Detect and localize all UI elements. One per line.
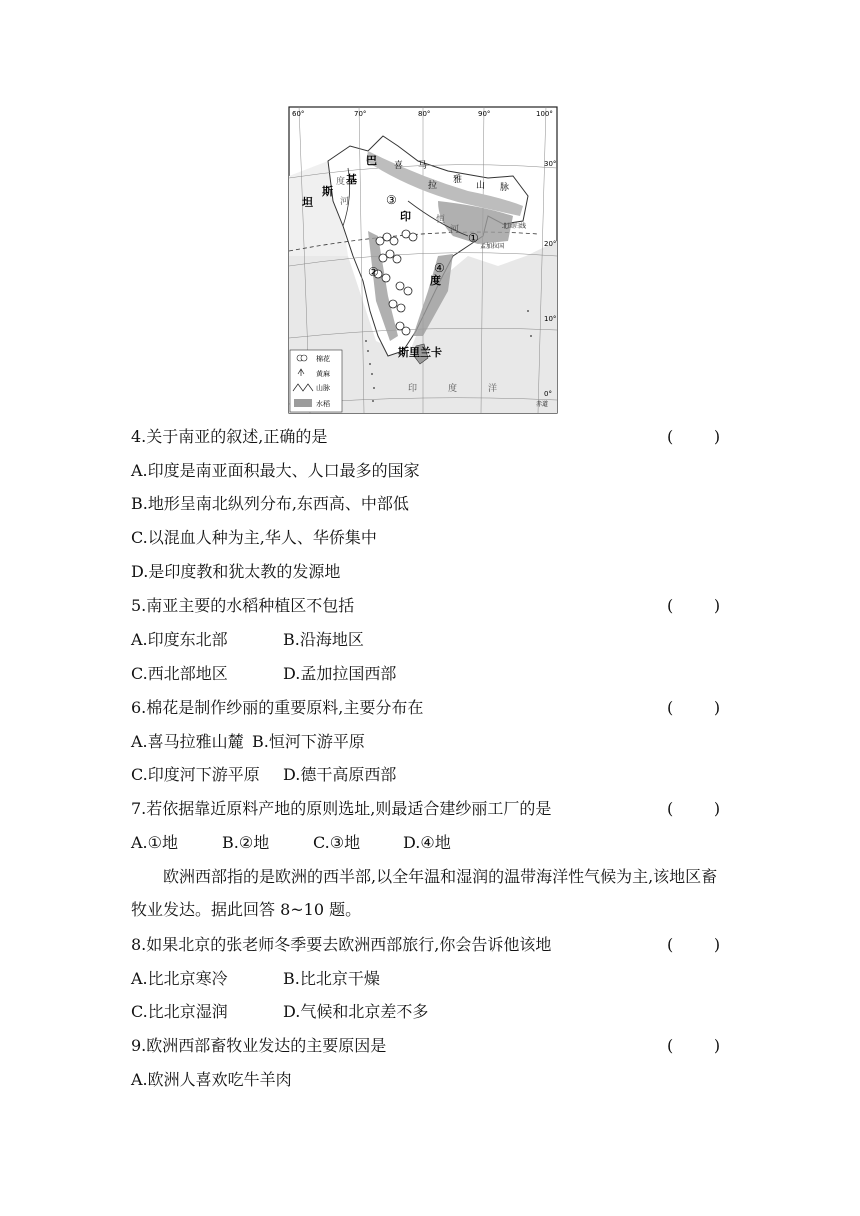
tropic-label: 北回归线 (502, 223, 527, 230)
lon-label: 80° (418, 110, 431, 118)
option[interactable]: D.④地 (403, 833, 451, 852)
question-7-stem: 7.若依据靠近原料产地的原则选址,则最适合建纱丽工厂的是 (131, 799, 552, 818)
option[interactable]: B.恒河下游平原 (252, 732, 365, 751)
rice-icon (294, 399, 312, 407)
option[interactable]: B.沿海地区 (283, 630, 364, 649)
marker-4: ④ (434, 261, 445, 275)
lon-label: 60° (292, 110, 305, 118)
ganges-label: 河 (450, 225, 460, 235)
himalaya-label: 山 (476, 181, 486, 191)
answer-blank[interactable]: ( ) (667, 799, 721, 818)
option[interactable]: D.气候和北京差不多 (283, 1002, 429, 1021)
question-4-stem: 4.关于南亚的叙述,正确的是 (131, 427, 328, 446)
option[interactable]: A.①地 (131, 833, 178, 852)
indus-label: 度 (336, 177, 346, 187)
himalaya-label: 喜 (394, 161, 404, 171)
option[interactable]: D.是印度教和犹太教的发源地 (131, 562, 341, 581)
indus-label: 河 (340, 197, 350, 207)
answer-blank[interactable]: ( ) (667, 698, 721, 717)
lon-label: 90° (478, 110, 491, 118)
himalaya-label: 雅 (453, 175, 463, 185)
marker-2: ② (368, 265, 379, 279)
option[interactable]: C.③地 (313, 833, 361, 852)
pakistan-label: 坦 (302, 196, 313, 209)
india-label: 印 (400, 210, 411, 223)
legend-rice: 水稻 (316, 400, 330, 408)
lat-label: 0° (544, 390, 552, 398)
option[interactable]: B.比北京干燥 (283, 969, 380, 988)
lon-label: 70° (354, 110, 367, 118)
option[interactable]: C.比北京湿润 (131, 1002, 228, 1021)
question-8-stem: 8.如果北京的张老师冬季要去欧洲西部旅行,你会告诉他该地 (131, 935, 552, 954)
srilanka-label: 斯里兰卡 (398, 346, 442, 359)
india-label: 度 (430, 274, 441, 287)
question-6-stem: 6.棉花是制作纱丽的重要原料,主要分布在 (131, 698, 424, 717)
equator-label: 赤道 (536, 401, 549, 408)
option[interactable]: B.②地 (222, 833, 270, 852)
option[interactable]: A.比北京寒冷 (131, 969, 228, 988)
legend-cotton: 棉花 (316, 355, 330, 363)
answer-blank[interactable]: ( ) (667, 427, 721, 446)
option[interactable]: C.西北部地区 (131, 664, 228, 683)
legend-jute: 黄麻 (316, 370, 330, 378)
lat-label: 30° (544, 160, 557, 168)
legend-mountain: 山脉 (316, 384, 330, 392)
question-9-stem: 9.欧洲西部畜牧业发达的主要原因是 (131, 1036, 387, 1055)
himalaya-label: 拉 (428, 181, 438, 191)
answer-blank[interactable]: ( ) (667, 935, 721, 954)
answer-blank[interactable]: ( ) (667, 596, 721, 615)
lat-label: 20° (544, 240, 557, 248)
reading-passage: 欧洲西部指的是欧洲的西半部,以全年温和湿润的温带海洋性气候为主,该地区畜牧业发达。据此回答 8~10 题。 (131, 867, 718, 919)
option[interactable]: A.印度是南亚面积最大、人口最多的国家 (131, 461, 420, 480)
question-5-stem: 5.南亚主要的水稻种植区不包括 (131, 596, 355, 615)
option[interactable]: A.喜马拉雅山麓 (131, 732, 244, 751)
option[interactable]: B.地形呈南北纵列分布,东西高、中部低 (131, 494, 409, 513)
lon-label: 100° (536, 110, 553, 118)
option[interactable]: D.德干高原西部 (283, 765, 397, 784)
himalaya-label: 脉 (500, 183, 510, 193)
ocean-label: 印 (408, 384, 418, 394)
ocean-label: 洋 (488, 384, 498, 394)
option[interactable]: A.印度东北部 (131, 630, 228, 649)
answer-blank[interactable]: ( ) (667, 1036, 721, 1055)
map-legend (290, 350, 342, 412)
option[interactable]: C.以混血人种为主,华人、华侨集中 (131, 528, 377, 547)
pakistan-label: 巴 (366, 154, 377, 167)
bangladesh-label: 孟加拉国 (480, 243, 505, 250)
pakistan-label: 基 (346, 173, 357, 186)
option[interactable]: D.孟加拉国西部 (283, 664, 397, 683)
ocean-label: 度 (448, 384, 458, 394)
marker-1: ① (468, 231, 479, 245)
ganges-label: 恒 (436, 215, 446, 225)
option[interactable]: C.印度河下游平原 (131, 765, 260, 784)
option[interactable]: A.欧洲人喜欢吃牛羊肉 (131, 1070, 292, 1089)
marker-3: ③ (386, 193, 397, 207)
lat-label: 10° (544, 315, 557, 323)
himalaya-label: 马 (418, 161, 428, 171)
south-asia-map (288, 106, 558, 414)
pakistan-label: 斯 (322, 185, 333, 198)
